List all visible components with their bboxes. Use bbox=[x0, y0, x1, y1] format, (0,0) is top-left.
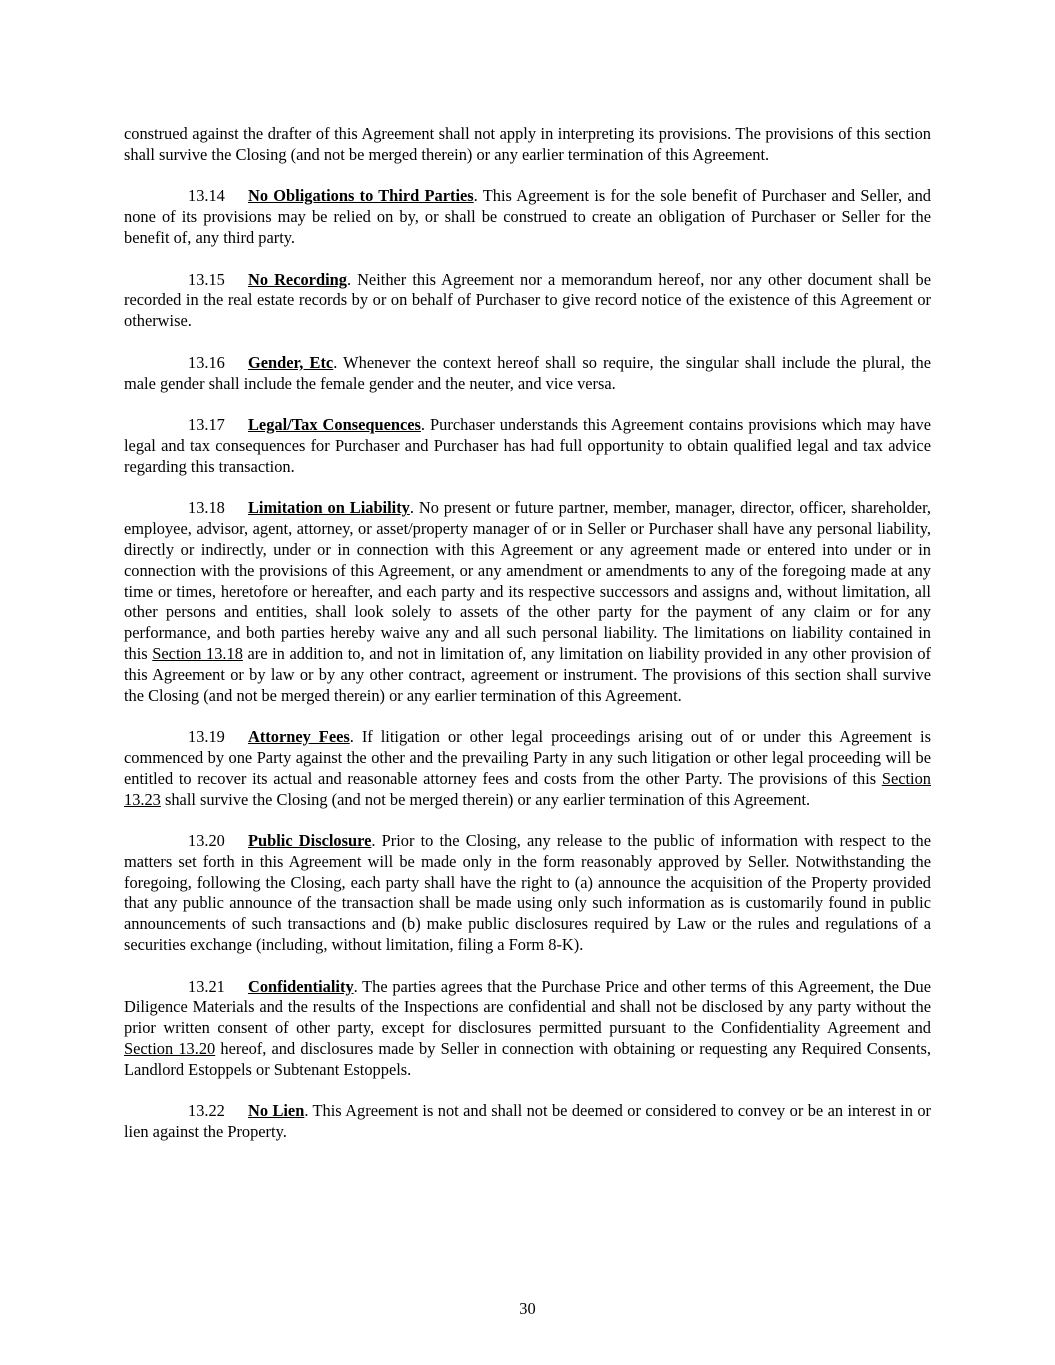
section-text-before: . If litigation or other legal proceedings arising out of or under this Agreement is commenced by one Party against the other and the prevailing Party in any such litigation or other legal proceeding will be entitled to recover its actual and reasonable attorney fees and costs from the other Party. The provisions of this bbox=[124, 727, 931, 788]
section-number: 13.21 bbox=[188, 976, 225, 996]
page-number: 30 bbox=[519, 1299, 536, 1318]
section-number: 13.18 bbox=[188, 498, 225, 518]
section-text-after: are in addition to, and not in limitation of, any limitation on liability provided in any other provision of this Agreement or by law or by any other contract, agreement or instrument. The provisions of this section shall survive the Closing (and not be merged therein) or any earlier termination of this Agreement. bbox=[124, 643, 932, 705]
section-number: 13.20 bbox=[188, 831, 225, 851]
section-number: 13.17 bbox=[188, 415, 225, 435]
section-text: . This Agreement is not and shall not be deemed or considered to convey or be an interest in or lien against the Property. bbox=[124, 1101, 931, 1142]
section-text: . Prior to the Closing, any release to the public of information with respect to the matters set forth in this Agreement will be made only in the form reasonably approved by Seller. Notwithstanding the foregoing, following the Closing, each party shall have the right to (a) announce the acquisition of the Property provided that any public announce of the transaction shall be made using only such information as is customarily found in public announcements of such transactions and (b) make public disclosures required by Law or the rules and regulations of a securities exchange (including, without limitation, filing a Form 8-K). bbox=[124, 831, 931, 955]
section-text: . Whenever the context hereof shall so require, the singular shall include the plural, the male gender shall include the female gender and the neuter, and vice versa. bbox=[124, 352, 931, 393]
section-heading: Gender, Etc bbox=[248, 352, 334, 372]
section-heading: Legal/Tax Consequences bbox=[248, 415, 421, 435]
section-text-after: shall survive the Closing (and not be merged therein) or any earlier termination of this Agreement. bbox=[160, 789, 811, 809]
section-heading: Public Disclosure bbox=[248, 831, 372, 851]
section-text-after: hereof, and disclosures made by Seller in connection with obtaining or requesting any Required Consents, Landlord Estoppels or Subtenant Estoppels. bbox=[124, 1039, 931, 1079]
section-number: 13.14 bbox=[188, 186, 225, 206]
section-heading: Limitation on Liability bbox=[248, 498, 410, 518]
section-13-17 bbox=[124, 415, 931, 477]
section-text-before: . No present or future partner, member, manager, director, officer, shareholder, employee, advisor, agent, attorney, or asset/property manager of or in Seller or Purchaser shall have any personal liability, directly or indirectly, under or in connection with this Agreement or any agreement made or entered into under or in connection with the provisions of this Agreement, or any amendment or amendments to any of the foregoing made at any time or times, heretofore or hereafter, and each party and its respective successors and assigns and, without limitation, all other persons and entities, shall look solely to assets of the other party for the payment of any claim or for any performance, and both parties hereby waive any and all such personal liability. The limitations on liability contained in this bbox=[124, 498, 931, 663]
section-text: . This Agreement is for the sole benefit of Purchaser and Seller, and none of its provisions may be relied on by, or shall be construed to create an obligation of Purchaser or Seller for the benefit of, any third party. bbox=[124, 186, 931, 247]
section-heading: Attorney Fees bbox=[248, 727, 350, 747]
section-heading: No Recording bbox=[248, 269, 347, 289]
section-13-15 bbox=[124, 270, 931, 332]
section-text-before: . The parties agrees that the Purchase Price and other terms of this Agreement, the Due Diligence Materials and the results of the Inspections are confidential and shall not be disclosed by any party without the prior written consent of other party, except for disclosures permitted pursuant to the Confidentiality Agreement and bbox=[124, 976, 931, 1038]
section-number: 13.22 bbox=[188, 1101, 225, 1121]
continuation-text: construed against the drafter of this Agreement shall not apply in interpreting its provisions. The provisions of this section shall survive the Closing (and not be merged therein) or any earlier termination of this Agreement. bbox=[124, 124, 931, 164]
section-cross-reference: Section 13.23 bbox=[124, 768, 931, 809]
section-13-22 bbox=[124, 1101, 931, 1143]
section-13-16 bbox=[124, 353, 931, 395]
section-cross-reference: Section 13.20 bbox=[124, 1039, 216, 1059]
section-13-14 bbox=[124, 186, 931, 248]
section-heading: Confidentiality bbox=[248, 976, 354, 996]
section-number: 13.19 bbox=[188, 727, 225, 747]
document-page bbox=[124, 124, 931, 1164]
section-heading: No Lien bbox=[248, 1101, 305, 1121]
section-text: . Purchaser understands this Agreement contains provisions which may have legal and tax consequences for Purchaser and Purchaser has had full opportunity to obtain qualified legal and tax advice regarding this transaction. bbox=[124, 415, 931, 476]
section-13-19 bbox=[124, 727, 931, 810]
section-cross-reference: Section 13.18 bbox=[152, 643, 243, 663]
section-13-18 bbox=[124, 498, 931, 706]
section-13-20 bbox=[124, 831, 931, 956]
section-heading: No Obligations to Third Parties bbox=[248, 186, 474, 206]
section-number: 13.15 bbox=[188, 269, 225, 289]
continuation-paragraph bbox=[124, 124, 931, 166]
section-number: 13.16 bbox=[188, 352, 225, 372]
section-text: . Neither this Agreement nor a memorandum hereof, nor any other document shall be recorded in the real estate records by or on behalf of Purchaser to give record notice of the existence of this Agreement or otherwise. bbox=[124, 269, 931, 331]
section-13-21 bbox=[124, 977, 931, 1081]
